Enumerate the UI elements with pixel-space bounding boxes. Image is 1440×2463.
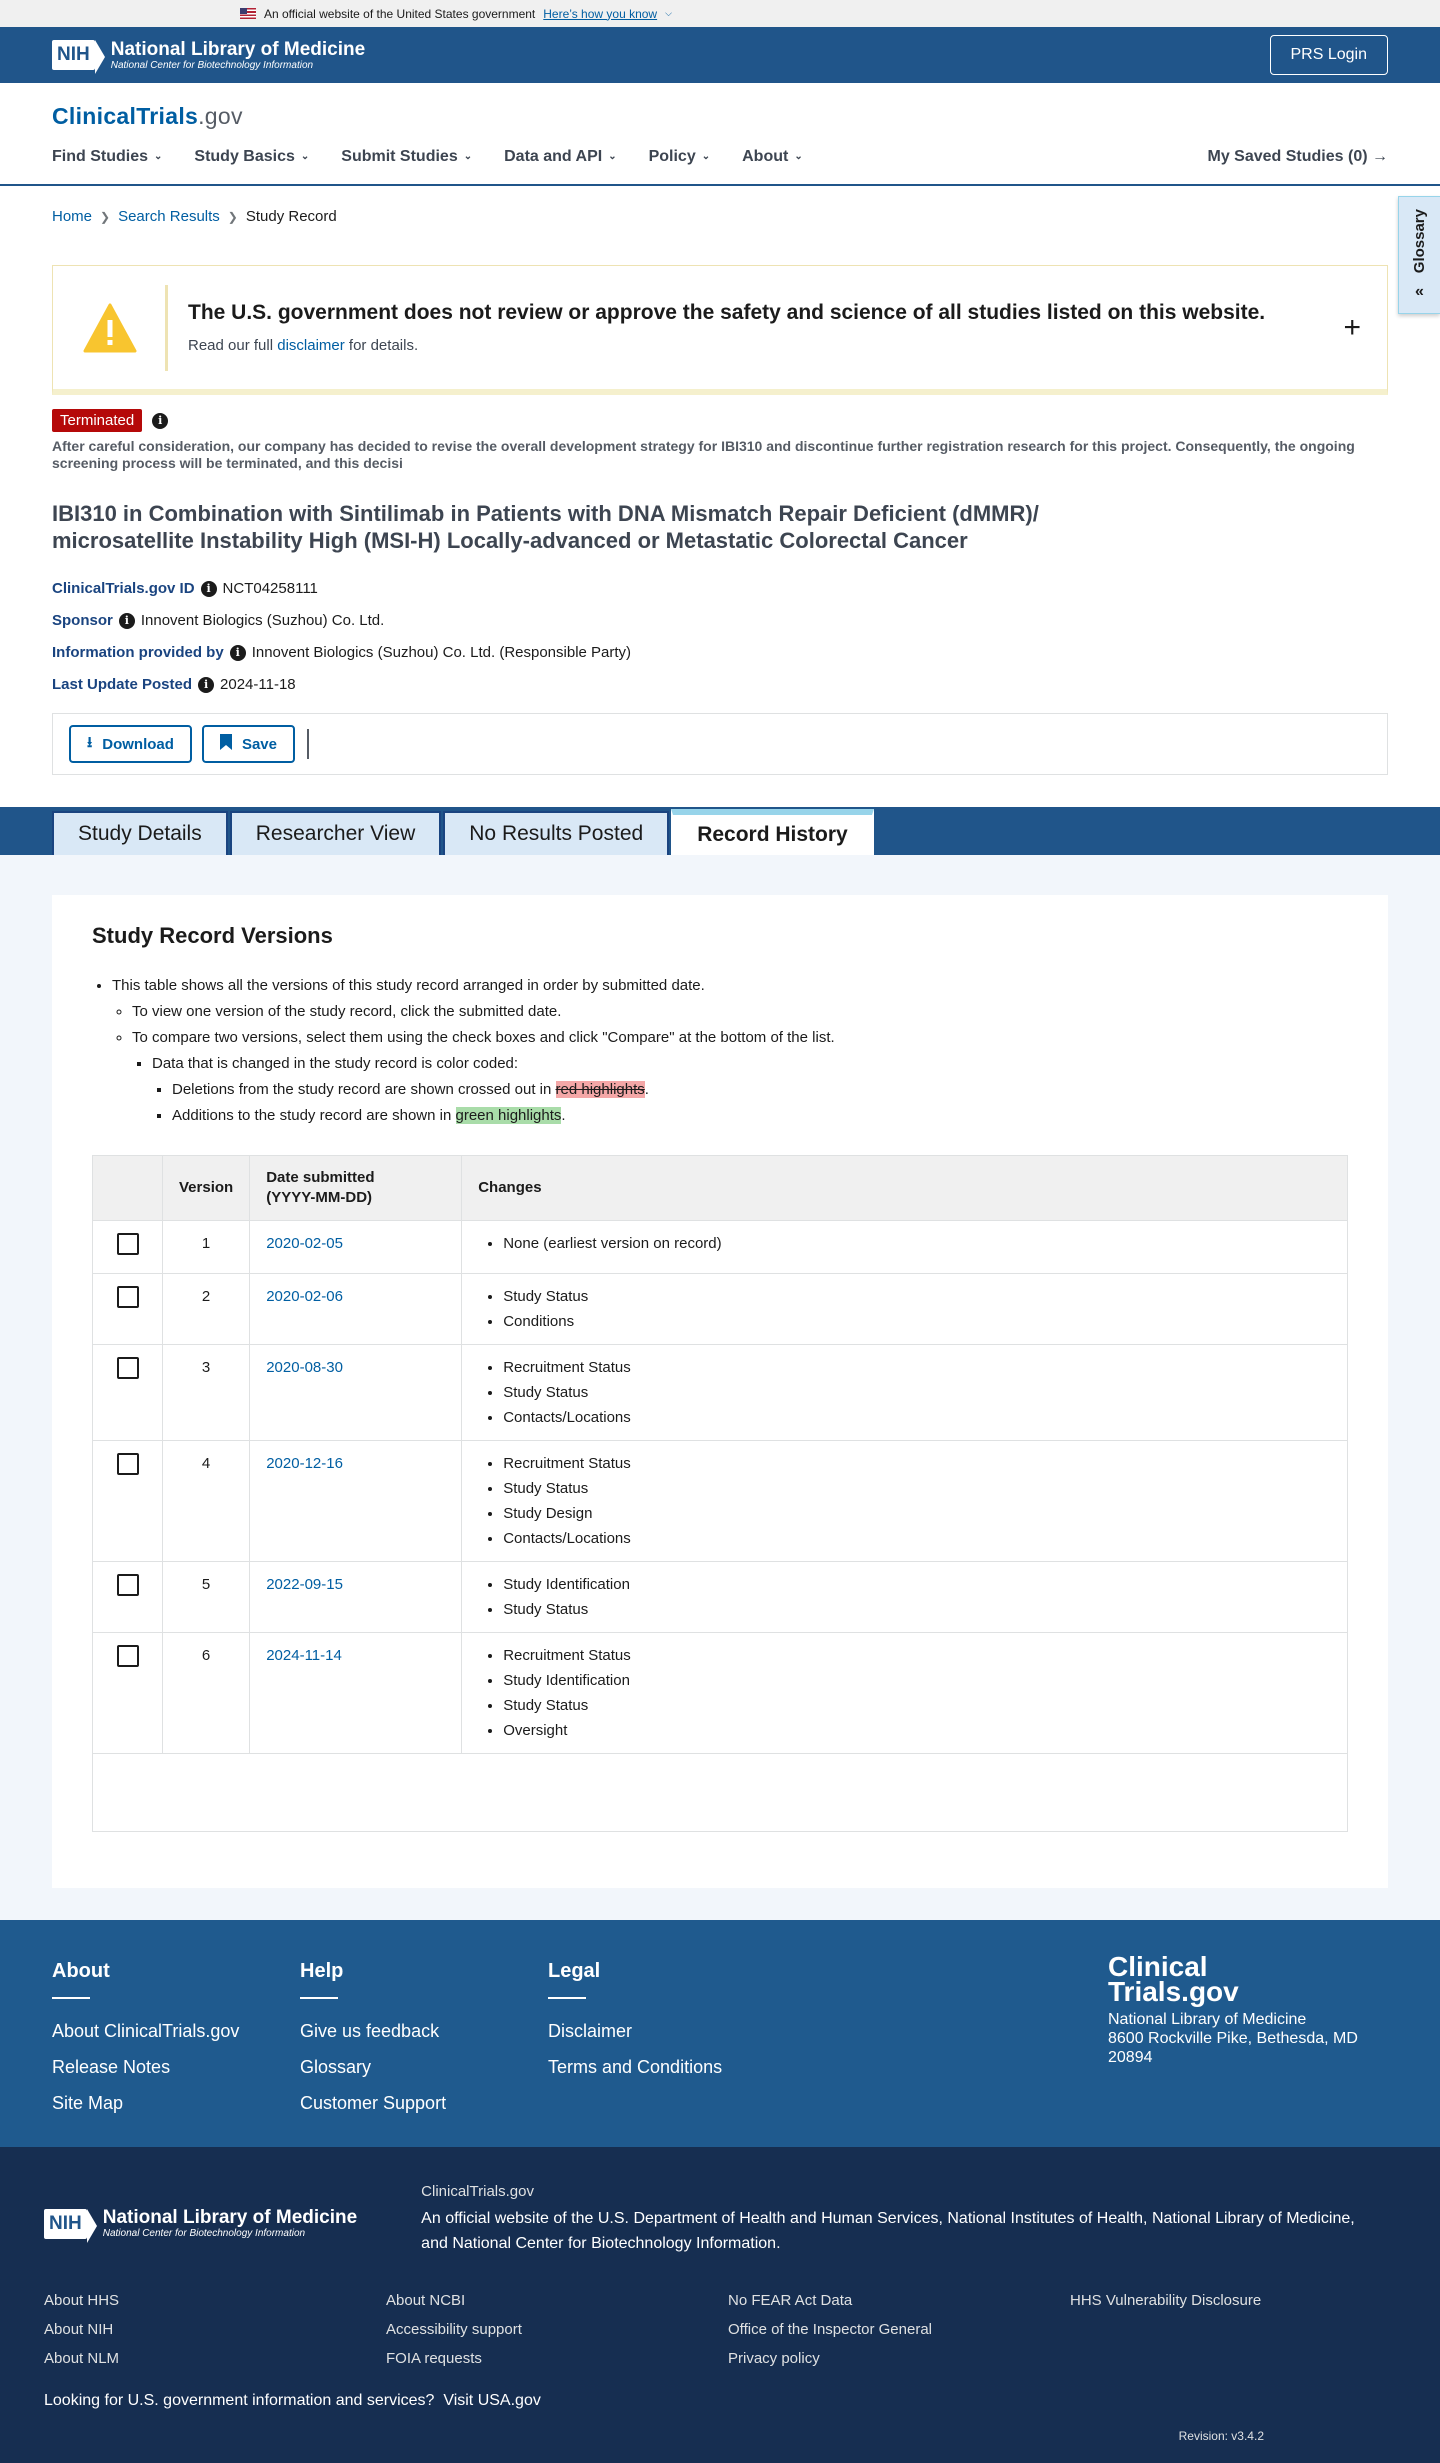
col-date: Date submitted (YYYY-MM-DD) bbox=[250, 1156, 462, 1221]
footer-address: 8600 Rockville Pike, Bethesda, MD 20894 bbox=[1108, 2030, 1358, 2066]
saved-studies-link[interactable] bbox=[1208, 148, 1389, 166]
footer-links bbox=[44, 2292, 1396, 2368]
breadcrumb-search-results[interactable]: Search Results bbox=[118, 208, 220, 225]
disclaimer-link[interactable]: disclaimer bbox=[277, 337, 345, 354]
deletion-sample: red highlights bbox=[555, 1081, 645, 1098]
nav-find-studies[interactable] bbox=[52, 148, 162, 166]
sponsor-label: Sponsor bbox=[52, 612, 113, 629]
change-item: • Contacts/Locations bbox=[503, 1526, 1331, 1551]
version-date-link[interactable]: 2020-02-06 bbox=[266, 1288, 343, 1305]
nav-policy[interactable] bbox=[649, 148, 711, 166]
footer-ctg: ClinicalTrials.gov bbox=[421, 2183, 534, 2200]
sponsor-value: Innovent Biologics (Suzhou) Co. Ltd. bbox=[140, 612, 385, 629]
nav-label: Policy bbox=[648, 148, 696, 165]
col-changes: Changes bbox=[462, 1156, 1348, 1221]
select-cell bbox=[93, 1441, 163, 1562]
hhs-link[interactable]: U.S. Department of Health and Human Services bbox=[597, 2210, 939, 2227]
main-nav bbox=[0, 130, 1440, 186]
select-cell bbox=[93, 1562, 163, 1633]
last-update-label: Last Update Posted bbox=[52, 676, 193, 693]
date-cell bbox=[250, 1274, 462, 1345]
info-icon[interactable]: i bbox=[152, 413, 168, 429]
footer-link[interactable]: No FEAR Act Data bbox=[728, 2292, 853, 2309]
version-cell: 2 bbox=[163, 1274, 250, 1345]
gov-banner-text: An official website of the United States government bbox=[264, 6, 536, 21]
table-row bbox=[93, 1274, 1348, 1345]
nih-badge: NIH bbox=[44, 2209, 87, 2239]
revision-text: Revision: v3.4.2 bbox=[1178, 2429, 1264, 2443]
version-cell: 5 bbox=[163, 1562, 250, 1633]
instruction-item: • This table shows all the versions of this study record arranged in order by submitted date. bbox=[112, 973, 1348, 999]
change-item: • Recruitment Status bbox=[503, 1355, 1331, 1380]
footer-link[interactable]: About NCBI bbox=[386, 2292, 466, 2309]
instruction-item: ◦ To compare two versions, select them using the check boxes and click "Compare" at the bottom of the list. bbox=[132, 1025, 1348, 1051]
version-date-link[interactable]: 2022-09-15 bbox=[266, 1576, 343, 1593]
nav-about[interactable] bbox=[742, 148, 803, 166]
last-update-value: 2024-11-18 bbox=[220, 676, 296, 693]
change-item: • None (earliest version on record) bbox=[503, 1231, 1331, 1256]
study-title bbox=[0, 472, 1440, 554]
bookmark-icon bbox=[220, 734, 232, 754]
footer-legal bbox=[548, 1960, 796, 2121]
breadcrumb bbox=[0, 186, 1440, 225]
instruction-item: ▪ Additions to the study record are shown in green highlights. bbox=[172, 1103, 1348, 1129]
version-checkbox[interactable] bbox=[117, 1574, 139, 1596]
toolbar-divider bbox=[307, 729, 309, 759]
chevron-down-icon: ⌄ bbox=[701, 151, 711, 162]
termination-reason: After careful consideration, our company has decided to revise the overall development strategy for IBI310 and discontinue further registration research for this project. Consequently, the ongoing screening process will be terminated, and this decisi bbox=[52, 438, 1355, 471]
ncbi-link[interactable]: National Center for Biotechnology Information bbox=[452, 2235, 777, 2252]
ncbi-name: National Center for Biotechnology Information bbox=[102, 2228, 306, 2239]
change-item: • Conditions bbox=[503, 1309, 1331, 1334]
version-checkbox[interactable] bbox=[117, 1453, 139, 1475]
footer-link[interactable]: Customer Support bbox=[300, 2093, 447, 2113]
table-row bbox=[93, 1441, 1348, 1562]
select-cell bbox=[93, 1345, 163, 1441]
official-site-text: ClinicalTrials.gov An official website of the U.S. Department of Health and Human Services, National Institutes of Health, National Library of Medicine, and National Center for Biotechnology Information. bbox=[421, 2179, 1355, 2256]
chevron-down-icon: ⌄ bbox=[794, 151, 803, 162]
footer-link[interactable]: Give us feedback bbox=[300, 2021, 440, 2041]
saved-studies-label: My Saved Studies (0) bbox=[1207, 148, 1368, 165]
table-row bbox=[93, 1345, 1348, 1441]
footer-heading: About bbox=[52, 1960, 300, 1999]
status-badge: Terminated bbox=[52, 409, 142, 432]
select-cell bbox=[93, 1221, 163, 1274]
study-title-line: microsatellite Instability High (MSI-H) Locally-advanced or Metastatic Colorectal Cancer bbox=[52, 528, 968, 553]
instruction-item: ▪ Data that is changed in the study record is color coded: bbox=[152, 1051, 1348, 1077]
change-item: • Oversight bbox=[503, 1718, 1331, 1743]
footer-logo-line: Clinical bbox=[1108, 1951, 1208, 1982]
date-cell bbox=[250, 1562, 462, 1633]
version-checkbox[interactable] bbox=[117, 1233, 139, 1255]
chevron-down-icon: ⌄ bbox=[463, 151, 473, 162]
footer-link[interactable]: About ClinicalTrials.gov bbox=[52, 2021, 240, 2041]
table-row bbox=[93, 1633, 1348, 1754]
changes-cell bbox=[462, 1441, 1348, 1562]
footer-link[interactable]: About NLM bbox=[44, 2350, 120, 2367]
glossary-label: Glossary bbox=[1411, 208, 1428, 274]
version-checkbox[interactable] bbox=[117, 1286, 139, 1308]
how-you-know-link[interactable]: Here’s how you know bbox=[543, 6, 658, 21]
chevron-right-icon: ❯ bbox=[100, 209, 111, 224]
footer-link[interactable]: Disclaimer bbox=[548, 2021, 633, 2041]
site-suffix: .gov bbox=[198, 103, 243, 129]
save-label: Save bbox=[241, 735, 277, 753]
date-cell bbox=[250, 1345, 462, 1441]
disclaimer-text: Read our full disclaimer for details. bbox=[188, 337, 419, 354]
ncbi-name: National Center for Biotechnology Information bbox=[110, 59, 314, 71]
changes-cell bbox=[462, 1221, 1348, 1274]
footer-link[interactable]: About NIH bbox=[44, 2321, 114, 2338]
expand-plus-icon[interactable]: + bbox=[1343, 310, 1361, 344]
breadcrumb-home[interactable]: Home bbox=[52, 208, 93, 225]
footer-heading: Help bbox=[300, 1960, 548, 1999]
nav-label: Study Basics bbox=[194, 148, 295, 165]
breadcrumb-current: Study Record bbox=[245, 208, 337, 225]
footer-link[interactable]: FOIA requests bbox=[386, 2350, 482, 2367]
changes-cell bbox=[462, 1633, 1348, 1754]
footer-help bbox=[300, 1960, 548, 2121]
nih-header bbox=[0, 27, 1440, 83]
change-item: • Contacts/Locations bbox=[503, 1405, 1331, 1430]
save-button[interactable] bbox=[202, 725, 295, 763]
change-item: • Study Status bbox=[503, 1476, 1331, 1501]
select-cell bbox=[93, 1633, 163, 1754]
nih-logo[interactable] bbox=[52, 40, 365, 71]
nav-label: Data and API bbox=[504, 148, 603, 165]
disclaimer-alert bbox=[52, 265, 1388, 395]
footer-link[interactable]: Glossary bbox=[300, 2057, 372, 2077]
study-title-line: IBI310 in Combination with Sintilimab in Patients with DNA Mismatch Repair Deficient (dMMR)/ bbox=[52, 501, 1039, 526]
version-date-link[interactable]: 2020-02-05 bbox=[266, 1235, 343, 1252]
change-item: • Study Identification bbox=[503, 1668, 1331, 1693]
tab-bar bbox=[0, 807, 1440, 855]
select-cell bbox=[93, 1274, 163, 1345]
date-cell bbox=[250, 1441, 462, 1562]
nlm-link[interactable]: National Library of Medicine bbox=[1151, 2210, 1351, 2227]
nav-submit-studies[interactable] bbox=[341, 148, 472, 166]
nlm-name: National Library of Medicine bbox=[110, 38, 366, 60]
us-flag-icon bbox=[240, 8, 256, 19]
footer-link[interactable]: About HHS bbox=[44, 2292, 120, 2309]
info-icon[interactable]: i bbox=[119, 613, 135, 629]
prs-login-button[interactable]: PRS Login bbox=[1270, 35, 1389, 75]
change-item: • Recruitment Status bbox=[503, 1643, 1331, 1668]
change-item: • Study Identification bbox=[503, 1572, 1331, 1597]
version-checkbox[interactable] bbox=[117, 1357, 139, 1379]
footer-link[interactable]: Site Map bbox=[52, 2093, 124, 2113]
footer-org: National Library of Medicine bbox=[1108, 2011, 1307, 2028]
chevron-down-icon: ⌄ bbox=[608, 151, 617, 162]
footer-link[interactable]: Privacy policy bbox=[728, 2350, 820, 2367]
nih-badge: NIH bbox=[52, 40, 95, 70]
nav-data-api[interactable] bbox=[504, 148, 616, 166]
site-name: ClinicalTrials bbox=[52, 103, 199, 129]
disclaimer-heading: The U.S. government does not review or approve the safety and science of all studies listed on this website. bbox=[188, 301, 1266, 324]
study-actions bbox=[52, 713, 1388, 775]
change-item: • Study Status bbox=[503, 1693, 1331, 1718]
site-logo[interactable] bbox=[0, 83, 1440, 130]
warning-icon bbox=[83, 301, 137, 355]
tab-results[interactable]: No Results Posted bbox=[443, 811, 669, 855]
nav-study-basics[interactable] bbox=[194, 148, 309, 166]
changes-cell bbox=[462, 1562, 1348, 1633]
version-cell: 6 bbox=[163, 1633, 250, 1754]
change-item: • Study Status bbox=[503, 1380, 1331, 1405]
study-id: NCT04258111 bbox=[222, 580, 318, 597]
date-cell bbox=[250, 1221, 462, 1274]
footer-link[interactable]: Office of the Inspector General bbox=[728, 2321, 933, 2338]
instruction-item: ◦ To view one version of the study record, click the submitted date. bbox=[132, 999, 1348, 1025]
download-button[interactable] bbox=[69, 725, 192, 763]
versions-table bbox=[92, 1155, 1348, 1832]
info-icon[interactable]: i bbox=[201, 581, 217, 597]
info-icon[interactable]: i bbox=[198, 677, 214, 693]
change-item: • Recruitment Status bbox=[503, 1451, 1331, 1476]
footer-about bbox=[52, 1960, 300, 2121]
version-date-link[interactable]: 2020-08-30 bbox=[266, 1359, 343, 1376]
usa-gov-link[interactable]: Visit USA.gov bbox=[443, 2392, 541, 2409]
site-footer bbox=[0, 1920, 1440, 2463]
version-date-link[interactable]: 2024-11-14 bbox=[266, 1647, 342, 1664]
footer-logo-line: Trials.gov bbox=[1108, 1976, 1239, 2007]
tab-study-details[interactable]: Study Details bbox=[52, 811, 228, 855]
usa-gov-line: Looking for U.S. government information and services? Visit USA.gov bbox=[44, 2392, 541, 2409]
version-cell: 3 bbox=[163, 1345, 250, 1441]
version-cell: 4 bbox=[163, 1441, 250, 1562]
instructions-list bbox=[92, 973, 1348, 1129]
change-item: • Study Status bbox=[503, 1597, 1331, 1622]
changes-cell bbox=[462, 1345, 1348, 1441]
change-item: • Study Design bbox=[503, 1501, 1331, 1526]
download-label: Download bbox=[102, 735, 174, 753]
chevron-down-icon: ⌄ bbox=[300, 151, 310, 162]
id-label: ClinicalTrials.gov ID bbox=[52, 580, 195, 597]
study-meta bbox=[0, 554, 1440, 693]
changes-cell bbox=[462, 1274, 1348, 1345]
versions-heading: Study Record Versions bbox=[92, 923, 333, 948]
footer-link[interactable]: Release Notes bbox=[52, 2057, 171, 2077]
nav-label: Submit Studies bbox=[341, 148, 458, 165]
instruction-item: ▪ Deletions from the study record are shown crossed out in red highlights. bbox=[172, 1077, 1348, 1103]
provided-by-value: Innovent Biologics (Suzhou) Co. Ltd. (Responsible Party) bbox=[251, 644, 632, 661]
nlm-name: National Library of Medicine bbox=[102, 2207, 358, 2228]
double-chevron-left-icon: « bbox=[1415, 283, 1424, 301]
chevron-down-icon: ⌄ bbox=[154, 151, 163, 162]
footer-logo bbox=[1108, 1951, 1368, 2067]
addition-sample: green highlights bbox=[455, 1107, 562, 1124]
date-cell bbox=[250, 1633, 462, 1754]
col-select bbox=[93, 1156, 163, 1221]
col-version: Version bbox=[163, 1156, 250, 1221]
footer-link[interactable]: HHS Vulnerability Disclosure bbox=[1070, 2292, 1262, 2309]
nih-link[interactable]: National Institutes of Health bbox=[947, 2210, 1144, 2227]
table-row bbox=[93, 1221, 1348, 1274]
gov-banner bbox=[0, 0, 1440, 27]
version-checkbox[interactable] bbox=[117, 1645, 139, 1667]
footer-link[interactable]: Accessibility support bbox=[386, 2321, 522, 2338]
change-item: • Study Status bbox=[503, 1284, 1331, 1309]
download-icon: ⭳ bbox=[87, 733, 93, 751]
footer-heading: Legal bbox=[548, 1960, 796, 1999]
footer-link[interactable]: Terms and Conditions bbox=[548, 2057, 723, 2077]
glossary-toggle[interactable] bbox=[1398, 196, 1440, 314]
chevron-right-icon: ❯ bbox=[227, 209, 238, 224]
table-row bbox=[93, 1562, 1348, 1633]
tab-researcher-view[interactable]: Researcher View bbox=[230, 811, 442, 855]
version-date-link[interactable]: 2020-12-16 bbox=[266, 1455, 343, 1472]
provided-by-label: Information provided by bbox=[52, 644, 224, 661]
version-cell: 1 bbox=[163, 1221, 250, 1274]
versions-card bbox=[52, 895, 1388, 1888]
nav-label: Find Studies bbox=[52, 148, 148, 165]
tab-record-history[interactable]: Record History bbox=[671, 809, 874, 855]
nav-label: About bbox=[742, 148, 789, 165]
compare-row bbox=[93, 1754, 1348, 1832]
chevron-down-icon: ⌵ bbox=[665, 8, 672, 18]
arrow-right-icon: → bbox=[1372, 148, 1388, 165]
footer-nih-logo[interactable] bbox=[44, 2191, 357, 2256]
info-icon[interactable]: i bbox=[230, 645, 246, 661]
